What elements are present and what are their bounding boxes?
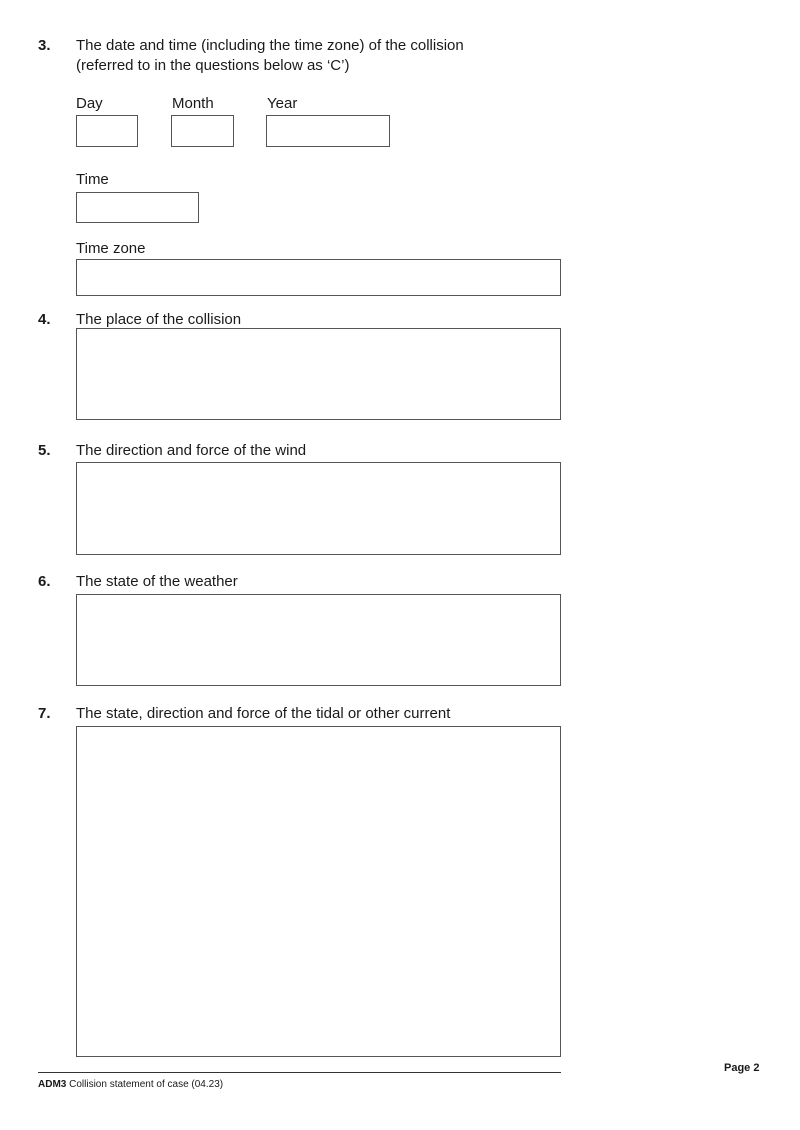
question-3-text — [76, 36, 464, 76]
footer-form-title: Collision statement of case (04.23) — [69, 1079, 224, 1090]
day-label: Day — [76, 95, 103, 112]
question-7-text: The state, direction and force of the tidal or other current — [76, 705, 451, 722]
question-4-text: The place of the collision — [76, 311, 242, 328]
question-3-number: 3. — [38, 37, 51, 54]
question-4-number: 4. — [38, 311, 51, 328]
question-3-text-line1: The date and time (including the time zone) of the collision — [76, 37, 464, 54]
current-input[interactable] — [76, 726, 561, 1057]
timezone-label: Time zone — [76, 240, 146, 257]
year-input[interactable] — [266, 115, 390, 147]
question-7-number: 7. — [38, 705, 51, 722]
footer-divider — [38, 1072, 561, 1073]
timezone-input[interactable] — [76, 259, 561, 296]
question-3-text-line2: (referred to in the questions below as ‘C’) — [76, 57, 350, 74]
time-label: Time — [76, 171, 109, 188]
question-6-text: The state of the weather — [76, 573, 238, 590]
question-5-number: 5. — [38, 442, 51, 459]
wind-input[interactable] — [76, 462, 561, 555]
question-5-text: The direction and force of the wind — [76, 442, 307, 459]
month-label: Month — [172, 95, 214, 112]
month-input[interactable] — [171, 115, 234, 147]
place-of-collision-input[interactable] — [76, 328, 561, 420]
footer-form-code: ADM3 — [38, 1079, 67, 1090]
question-6-number: 6. — [38, 573, 51, 590]
footer-form-info — [38, 1079, 223, 1090]
year-label: Year — [267, 95, 298, 112]
page-number: Page 2 — [724, 1062, 760, 1074]
weather-input[interactable] — [76, 594, 561, 686]
time-input[interactable] — [76, 192, 199, 223]
day-input[interactable] — [76, 115, 138, 147]
